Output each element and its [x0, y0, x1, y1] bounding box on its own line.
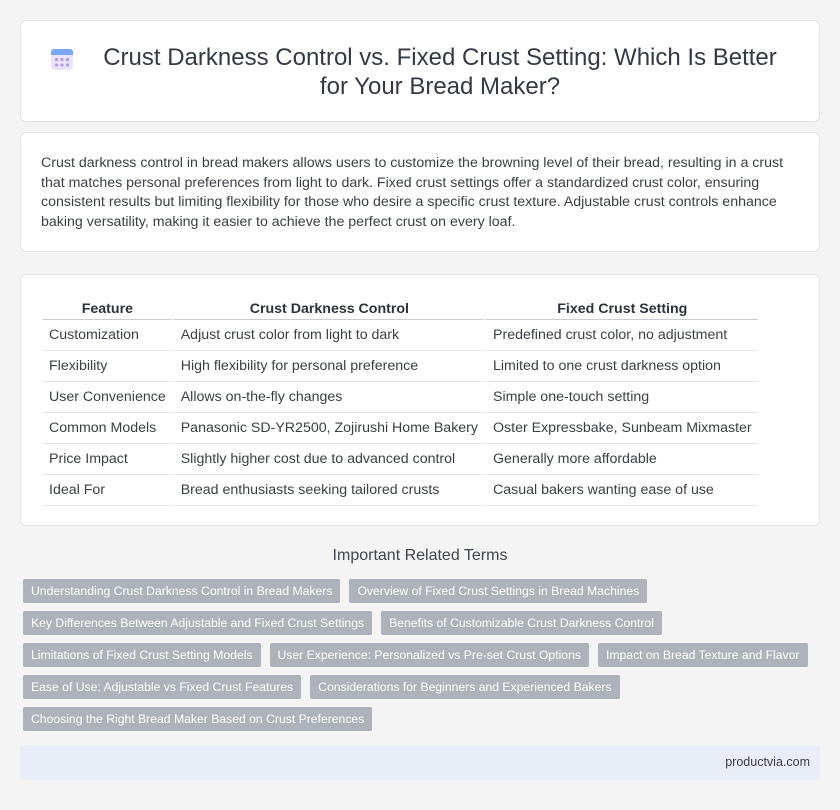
related-term-tag[interactable]: Considerations for Beginners and Experienced Bakers	[310, 675, 619, 699]
tag-row	[23, 579, 803, 603]
table-cell: Allows on-the-fly changes	[172, 382, 484, 413]
table-cell: Common Models	[43, 413, 172, 444]
table-cell: Slightly higher cost due to advanced control	[172, 444, 484, 475]
related-term-tag[interactable]: User Experience: Personalized vs Pre-set Crust Options	[270, 643, 589, 667]
table-cell: Predefined crust color, no adjustment	[484, 320, 758, 351]
table-cell: Adjust crust color from light to dark	[172, 320, 484, 351]
table-row	[43, 413, 758, 444]
table-cell: Casual bakers wanting ease of use	[484, 475, 758, 506]
table-cell: Customization	[43, 320, 172, 351]
table-cell: Generally more affordable	[484, 444, 758, 475]
related-term-tag[interactable]: Key Differences Between Adjustable and Fixed Crust Settings	[23, 611, 372, 635]
comparison-card	[20, 274, 820, 526]
table-cell: Ideal For	[43, 475, 172, 506]
related-term-tag[interactable]: Benefits of Customizable Crust Darkness Control	[381, 611, 662, 635]
related-term-tag[interactable]: Ease of Use: Adjustable vs Fixed Crust Features	[23, 675, 301, 699]
related-term-tag[interactable]: Understanding Crust Darkness Control in Bread Makers	[23, 579, 340, 603]
table-cell: Limited to one crust darkness option	[484, 351, 758, 382]
related-term-tag[interactable]: Limitations of Fixed Crust Setting Models	[23, 643, 261, 667]
header-fixed-crust-setting: Fixed Crust Setting	[484, 296, 758, 320]
footer-brand[interactable]: productvia.com	[725, 755, 810, 769]
table-cell: Panasonic SD-YR2500, Zojirushi Home Bakery	[172, 413, 484, 444]
table-row	[43, 475, 758, 506]
page-title: Crust Darkness Control vs. Fixed Crust Setting: Which Is Better for Your Bread Maker?	[103, 44, 777, 100]
related-terms-list	[23, 579, 803, 739]
intro-paragraph: Crust darkness control in bread makers allows users to customize the browning level of their bread, resulting in a crust that matches personal preferences from light to dark. Fixed crust settings offer a standardized crust color, ensuring consistent results but limiting flexibility for those who desire a specific crust texture. Adjustable crust controls enhance baking versatility, making it easier to achieve the perfect crust on every loaf.	[41, 155, 784, 230]
tag-row	[23, 611, 803, 635]
table-cell: User Convenience	[43, 382, 172, 413]
header-feature: Feature	[43, 296, 172, 320]
table-cell: Oster Expressbake, Sunbeam Mixmaster	[484, 413, 758, 444]
header-crust-darkness-control: Crust Darkness Control	[172, 296, 484, 320]
table-row	[43, 320, 758, 351]
table-cell: Price Impact	[43, 444, 172, 475]
footer	[20, 745, 820, 780]
comparison-table	[43, 296, 758, 506]
title-card	[20, 20, 820, 122]
table-cell: High flexibility for personal preference	[172, 351, 484, 382]
table-cell: Simple one-touch setting	[484, 382, 758, 413]
related-term-tag[interactable]: Choosing the Right Bread Maker Based on Crust Preferences	[23, 707, 372, 731]
related-term-tag[interactable]: Impact on Bread Texture and Flavor	[598, 643, 808, 667]
related-term-tag[interactable]: Overview of Fixed Crust Settings in Bread Machines	[349, 579, 647, 603]
table-header-row	[43, 296, 758, 320]
related-terms-heading: Important Related Terms	[332, 547, 508, 564]
intro-card	[20, 132, 820, 252]
table-row	[43, 351, 758, 382]
table-cell: Flexibility	[43, 351, 172, 382]
tag-row	[23, 643, 803, 667]
table-row	[43, 382, 758, 413]
table-row	[43, 444, 758, 475]
tag-row	[23, 675, 803, 699]
tag-row	[23, 707, 803, 731]
table-cell: Bread enthusiasts seeking tailored crusts	[172, 475, 484, 506]
